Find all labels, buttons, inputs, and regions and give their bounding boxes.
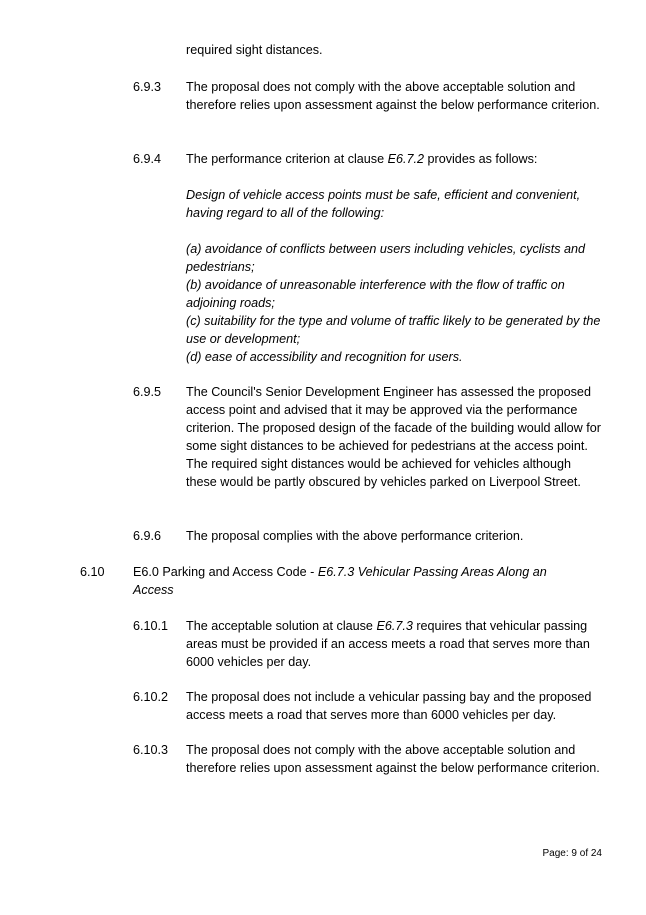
section-number-6-9-3: 6.9.3	[133, 80, 162, 94]
section-text-6-10-2: The proposal does not include a vehicular passing bay and the proposed access meets a road that serves more than 6000 vehicles per day.	[186, 690, 592, 722]
clause-reference: E6.7.3	[376, 619, 413, 633]
section-number-6-10-3: 6.10.3	[133, 743, 169, 757]
clause-reference: E6.7.2	[387, 152, 425, 166]
section-heading-6-10	[133, 563, 573, 599]
section-text-6-9-6: The proposal complies with the above performance criterion.	[186, 529, 524, 543]
quote-item: (c) suitability for the type and volume of traffic likely to be generated by the use or development;	[186, 314, 601, 346]
quote-item: (d) ease of accessibility and recognition for users.	[186, 350, 463, 364]
section-number-6-9-4: 6.9.4	[133, 152, 162, 166]
quote-list	[186, 240, 602, 366]
text-after-clause: requires that vehicular passing areas must be provided if an access meets a road that serves more than 6000 vehicles per day.	[186, 619, 590, 669]
section-text-6-10-1	[186, 617, 604, 671]
quote-intro: Design of vehicle access points must be safe, efficient and convenient, having regard to all of the following:	[186, 188, 581, 220]
section-text-6-10-3: The proposal does not comply with the above acceptable solution and therefore relies upon assessment against the below performance criterion.	[186, 743, 600, 775]
section-number-6-10-1: 6.10.1	[133, 619, 169, 633]
text-before-clause: The acceptable solution at clause	[186, 619, 377, 633]
section-number-6-10-2: 6.10.2	[133, 690, 169, 704]
section-text-6-9-4	[186, 150, 606, 168]
text-after-clause: provides as follows:	[424, 152, 538, 166]
section-number-6-9-6: 6.9.6	[133, 529, 162, 543]
text-before-clause: The performance criterion at clause	[186, 152, 388, 166]
heading-italic: E6.7.3 Vehicular Passing Areas Along an Access	[133, 565, 547, 597]
quote-item: (a) avoidance of conflicts between users including vehicles, cyclists and pedestrians;	[186, 242, 586, 274]
continuation-text: required sight distances.	[186, 43, 323, 57]
section-text-6-9-5: The Council's Senior Development Engineer has assessed the proposed access point and advised that it may be approved via the performance criterion. The proposed design of the facade of the building would allow for some sight distances to be achieved for pedestrians at the access point. The required sight distances would be achieved for vehicles although these would be partly obscured by vehicles parked on Liverpool Street.	[186, 385, 601, 489]
section-number-6-10: 6.10	[80, 565, 105, 579]
heading-plain: E6.0 Parking and Access Code -	[133, 565, 318, 579]
quote-item: (b) avoidance of unreasonable interference with the flow of traffic on adjoining roads;	[186, 278, 565, 310]
section-number-6-9-5: 6.9.5	[133, 385, 162, 399]
section-text-6-9-3: The proposal does not comply with the above acceptable solution and therefore relies upon assessment against the below performance criterion.	[186, 80, 600, 112]
page-number-footer: Page: 9 of 24	[542, 848, 602, 859]
